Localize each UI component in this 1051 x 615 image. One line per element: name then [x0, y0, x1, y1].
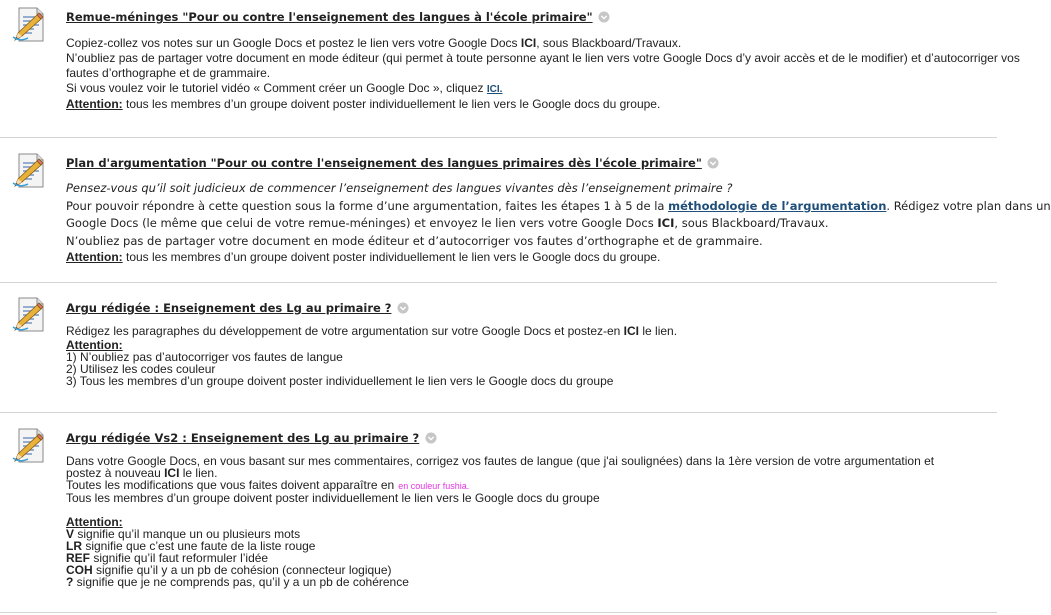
- assignment-description: Copiez-collez vos notes sur un Google Docs et postez le lien vers votre Google Docs ICI, sous Blackboard/Travaux. N’oubliez pas de partager votre document en mode éditeur (qui permet à toute personne ayant le lien vers votre Google Docs d’y avoir accès et de le modifier) et d’autocorriger vos fautes d’orthographe et de grammaire. Si vous voulez voir le tutoriel vidéo « Comment créer un Google Doc », cliquez ICI. Attention: tous les membres d’un groupe doivent poster individuellement le lien vers le Google docs du groupe.: [66, 36, 1020, 111]
- separator: [0, 612, 997, 613]
- assignment-icon: [10, 294, 48, 334]
- separator: [0, 282, 997, 283]
- assignment-title[interactable]: Argu rédigée : Enseignement des Lg au primaire ?: [66, 301, 392, 315]
- correction-codes-list: [66, 528, 997, 588]
- correction-code-meaning: signifie qu’il faut reformuler l’idée: [90, 551, 269, 565]
- assignment-icon: [10, 4, 48, 44]
- methodology-link[interactable]: méthodologie de l’argumentation: [668, 198, 887, 213]
- fuchsia-color-sample: en couleur fushia.: [398, 481, 470, 491]
- assignment-description: Rédigez les paragraphes du développement de votre argumentation sur votre Google Docs et postez-en ICI le lien. Attention: 1) N’oubliez pas d’autocorriger vos fautes de langue 2) Utilisez les codes couleur 3) Tous les membres d’un groupe doivent poster individuellement le lien vers le Google docs du groupe: [66, 324, 678, 388]
- correction-code: ?: [66, 575, 74, 589]
- correction-code-meaning: signifie que je ne comprends pas, qu’il y a un pb de cohérence: [73, 575, 409, 589]
- assignment-description: Pensez-vous qu’il soit judicieux de commencer l’enseignement des langues vivantes dès l’enseignement primaire ? Pour pouvoir répondre à cette question sous la forme d’une argumentation, faites les étapes 1 à 5 de la méthodologie de l’argumentation. Rédigez votre plan dans un Google Docs (le même que celui de votre remue-méninges) et envoyez le lien vers votre Google Docs ICI, sous Blackboard/Travaux. N’oubliez pas de partager votre document en mode éditeur et d’autocorriger vos fautes d’orthographe et de grammaire.: [66, 181, 1051, 248]
- correction-code-item: [66, 576, 997, 588]
- attention-label: Attention:: [66, 97, 123, 111]
- attention-label: Attention:: [66, 250, 123, 264]
- attention-line: Attention: tous les membres d’un groupe doivent poster individuellement le lien vers le Google docs du groupe.: [66, 250, 661, 264]
- tutorial-link[interactable]: ICI.: [486, 84, 503, 95]
- chevron-down-icon[interactable]: [598, 11, 610, 23]
- assignment-title[interactable]: Plan d'argumentation "Pour ou contre l'enseignement des langues primaires dès l'école primaire": [66, 156, 702, 170]
- assignment-icon: [10, 150, 48, 190]
- separator: [0, 412, 997, 413]
- assignment-title[interactable]: Argu rédigée Vs2 : Enseignement des Lg au primaire ?: [66, 431, 420, 445]
- assignment-title[interactable]: Remue-méninges "Pour ou contre l'enseignement des langues à l'école primaire": [66, 10, 593, 24]
- correction-code-meaning: signifie que c’est une faute de la liste rouge: [82, 539, 316, 553]
- chevron-down-icon[interactable]: [397, 302, 409, 314]
- separator: [0, 137, 997, 138]
- correction-code: V: [66, 527, 75, 541]
- assignment-description: Dans votre Google Docs, en vous basant sur mes commentaires, corrigez vos fautes de langue (que j'ai soulignées) dans la 1ère version de votre argumentation et postez à nouveau ICI le lien. Toutes les modifications que vous faites doivent apparaître en en couleur fushia. Tous les membres d’un groupe doivent poster individuellement le lien vers le Google docs du groupe Attention: V signifie qu’il manque un ou plusieurs mots LR signifie que c’est une faute de la liste rouge REF signifie qu’il faut reformuler l’idée COH signifie qu’il y a un pb de cohésion (connecteur logique) ? signifie que je ne comprends pas, qu’il y a un pb de cohérence: [66, 455, 997, 588]
- correction-code: LR: [66, 539, 82, 553]
- correction-code: COH: [66, 563, 93, 577]
- chevron-down-icon[interactable]: [707, 157, 719, 169]
- attention-label: Attention:: [66, 515, 123, 529]
- chevron-down-icon[interactable]: [425, 432, 437, 444]
- assignment-icon: [10, 425, 48, 465]
- attention-label: Attention:: [66, 338, 123, 352]
- correction-code-meaning: signifie qu’il y a un pb de cohésion (connecteur logique): [92, 563, 392, 577]
- correction-code-meaning: signifie qu’il manque un ou plusieurs mots: [74, 527, 301, 541]
- correction-code: REF: [66, 551, 90, 565]
